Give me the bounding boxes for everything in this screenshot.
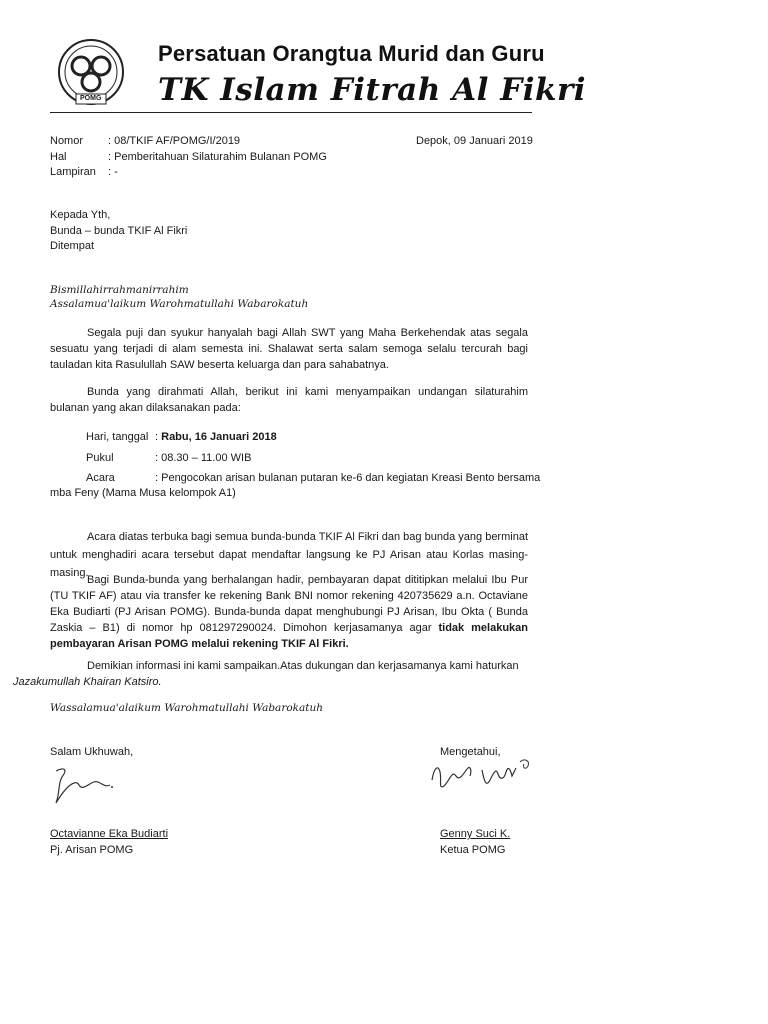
left-signer-role: Pj. Arisan POMG (50, 844, 134, 856)
paragraph-2: Bunda yang dirahmati Allah, berikut ini kami menyampaikan undangan silaturahim bulanan yang akan dilaksanakan pada: (50, 386, 528, 414)
right-signer-name: Genny Suci K. (440, 828, 511, 840)
lampiran-value: : - (108, 166, 118, 178)
organization-name: Persatuan Orangtua Murid dan Guru (158, 41, 545, 66)
right-greeting: Mengetahui, (440, 746, 501, 758)
bismillah: Bismillahirrahmanirrahim (50, 284, 189, 296)
logo-label: POMG (80, 95, 102, 102)
right-signer-role: Ketua POMG (440, 844, 506, 856)
event-date-label: Hari, tanggal (86, 431, 149, 443)
paragraph-4-text: Bagi Bunda-bunda yang berhalangan hadir, pembayaran dapat dititipkan melalui Ibu Pur (TU TKIF AF) atau via transfer ke rekening Bank BNI nomor rekening 420735629 a.n. Octaviane Eka Budiarti (PJ Arisan POMG). Bunda-bunda dapat menghubungi PJ Arisan, Ibu Okta ( Bunda Zaskia – B1) di nomor hp 081297290024. Dimohon kerjasamanya agar (50, 574, 528, 634)
hal-value: : Pemberitahuan Silaturahim Bulanan POMG (108, 151, 327, 163)
left-greeting: Salam Ukhuwah, (50, 746, 134, 758)
left-signer-name: Octavianne Eka Budiarti (50, 828, 169, 840)
event-time-label: Pukul (86, 452, 114, 464)
school-name: TK Islam Fitrah Al Fikri (158, 72, 587, 108)
event-date-text: Rabu, 16 Januari 2018 (161, 431, 277, 443)
opening-salam: Assalamua'laikum Warohmatullahi Wabarokatuh (50, 298, 309, 310)
event-activity-value-1: : Pengocokan arisan bulanan putaran ke-6 dan kegiatan Kreasi Bento bersama (155, 472, 541, 484)
nomor-label: Nomor (50, 135, 84, 147)
paragraph-1: Segala puji dan syukur hanyalah bagi Allah SWT yang Maha Berkehendak atas segala sesuatu yang terjadi di alam semesta ini. Shalawat serta salam semoga selalu tercurah bagi tauladan kita Rasulullah SAW beserta keluarga dan para sahabatnya. (50, 327, 528, 371)
event-activity-label: Acara (86, 472, 115, 484)
event-activity-value-2: mba Feny (Mama Musa kelompok A1) (50, 487, 236, 499)
pomg-logo-icon (50, 36, 132, 112)
paragraph-4-bold: tidak melakukan pembayaran Arisan POMG melalui rekening TKIF Al Fikri. (50, 622, 529, 650)
right-signature-icon (424, 750, 554, 796)
paragraph-5-italic: Jazakumullah Khairan Katsiro. (13, 676, 162, 688)
nomor-value: : 08/TKIF AF/POMG/I/2019 (108, 135, 241, 147)
lampiran-label: Lampiran (50, 166, 96, 178)
paragraph-5-text: Demikian informasi ini kami sampaikan.Atas dukungan dan kerjasamanya kami haturkan (87, 660, 519, 672)
hal-label: Hal (50, 151, 67, 163)
event-time-value: : 08.30 – 11.00 WIB (155, 452, 252, 464)
paragraph-5 (13, 658, 528, 690)
recipient-line-1: Kepada Yth, (50, 209, 111, 221)
closing-salam: Wassalamua'alaikum Warohmatullahi Wabarokatuh (50, 702, 324, 714)
left-signature-icon (50, 763, 160, 809)
letterhead-divider (50, 112, 532, 113)
event-date-separator: : (155, 431, 159, 443)
event-date-value (155, 431, 277, 443)
recipient-line-3: Ditempat (50, 240, 95, 252)
place-date: Depok, 09 Januari 2019 (416, 135, 533, 147)
paragraph-3: Acara diatas terbuka bagi semua bunda-bunda TKIF Al Fikri dan bag bunda yang berminat untuk menghadiri acara tersebut dapat mendaftar langsung ke PJ Arisan atau Korlas masing-masing. (50, 531, 528, 579)
paragraph-4 (50, 572, 528, 652)
recipient-line-2: Bunda – bunda TKIF Al Fikri (50, 225, 188, 237)
